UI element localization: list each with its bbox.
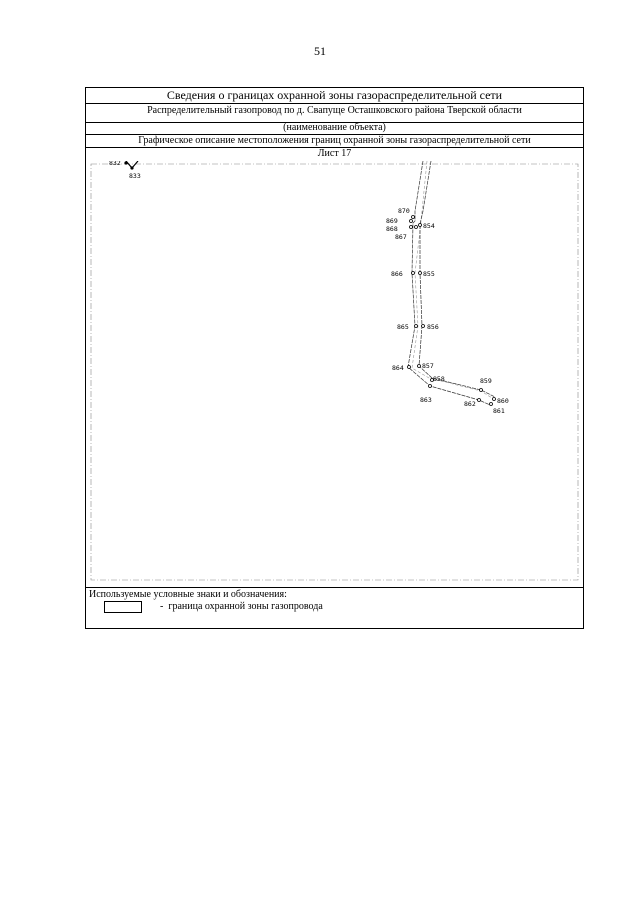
sheet-number: Лист 17 [317, 148, 352, 159]
point-marker [418, 365, 421, 368]
point-marker [415, 226, 418, 229]
point-marker [478, 399, 481, 402]
page-number: 51 [314, 44, 326, 58]
legend-boundary-swatch [104, 601, 142, 613]
legend-item [160, 601, 323, 613]
point-labels [109, 161, 509, 415]
point-label-865: 865 [397, 323, 409, 331]
point-marker [130, 166, 133, 169]
point-label-863: 863 [420, 396, 432, 404]
object-name: Распределительный газопровод по д. Свапуще Осташковского района Тверской области [86, 103, 583, 123]
point-label-861: 861 [493, 407, 505, 415]
point-marker [419, 272, 422, 275]
point-label-862: 862 [464, 400, 476, 408]
object-name-caption: (наименование объекта) [86, 122, 583, 135]
point-label-866: 866 [391, 270, 403, 278]
point-marker [124, 161, 127, 164]
point-marker [429, 385, 432, 388]
point-label-864: 864 [392, 364, 404, 372]
point-label-833: 833 [129, 172, 141, 180]
point-label-832: 832 [109, 161, 121, 167]
map-frame [91, 164, 578, 580]
boundary-info-form [85, 87, 584, 629]
point-marker [408, 366, 411, 369]
point-label-854: 854 [423, 222, 435, 230]
point-label-869: 869 [386, 217, 398, 225]
point-marker [412, 272, 415, 275]
boundary-points [124, 161, 495, 405]
form-title: Сведения о границах охранной зоны газораспределительной сети [86, 88, 583, 104]
point-label-868: 868 [386, 225, 398, 233]
point-label-858: 858 [433, 375, 445, 383]
legend-dash: - [160, 601, 164, 612]
point-label-870: 870 [398, 207, 410, 215]
legend-title: Используемые условные знаки и обозначения: [89, 589, 287, 600]
point-marker [422, 325, 425, 328]
point-label-856: 856 [427, 323, 439, 331]
boundary-map-svg [86, 161, 583, 587]
point-marker [412, 216, 415, 219]
point-marker [490, 403, 493, 406]
point-marker [493, 398, 496, 401]
point-marker [419, 224, 422, 227]
point-label-857: 857 [422, 362, 434, 370]
legend [86, 587, 583, 628]
graphic-description-heading: Графическое описание местоположения границ охранной зоны газораспределительной сети [86, 134, 583, 148]
point-marker [410, 220, 413, 223]
point-marker [480, 389, 483, 392]
point-label-860: 860 [497, 397, 509, 405]
boundary-map [86, 161, 583, 587]
point-marker [410, 226, 413, 229]
legend-description: граница охранной зоны газопровода [168, 601, 323, 612]
point-label-855: 855 [423, 270, 435, 278]
point-label-859: 859 [480, 377, 492, 385]
point-label-867: 867 [395, 233, 407, 241]
point-marker [415, 325, 418, 328]
